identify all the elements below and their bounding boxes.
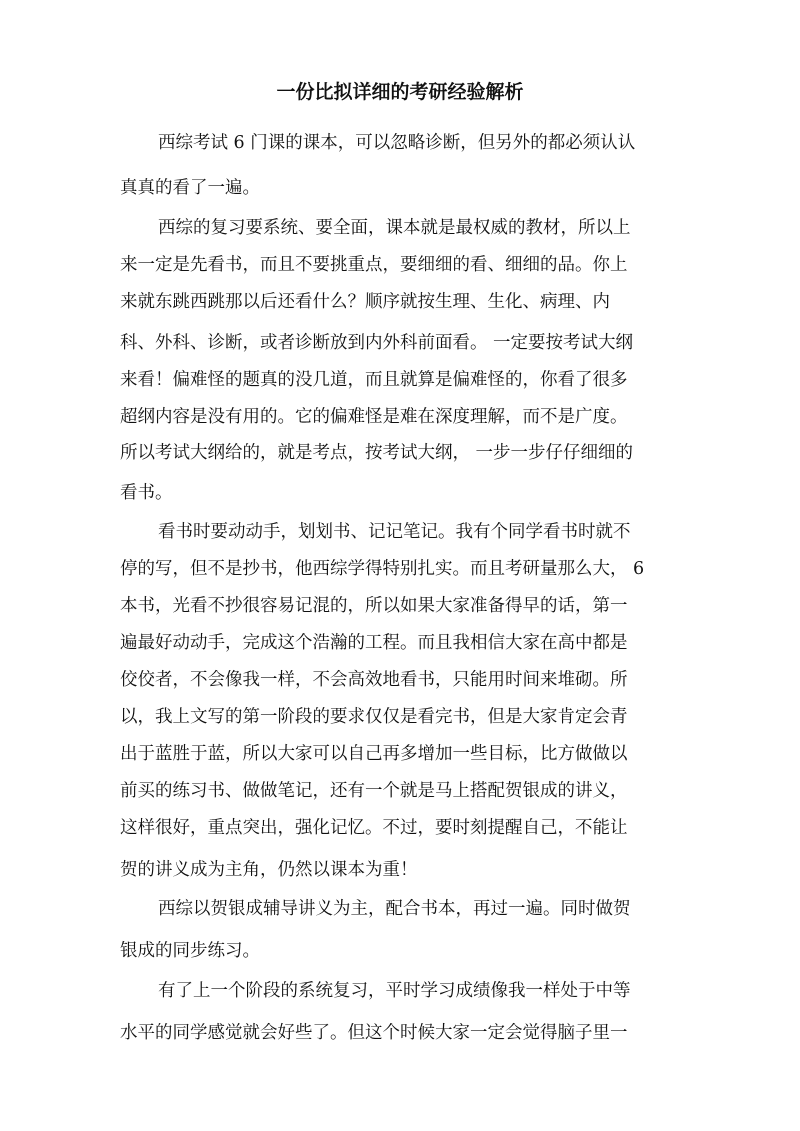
- text-line: 停的写，但不是抄书，他西综学得特别扎实。而且考研量那么大， 6: [120, 559, 645, 579]
- text-line: 科、外科、诊断，或者诊断放到内外科前面看。 一定要按考试大纲: [120, 333, 634, 353]
- text-line: 这样很好，重点突出，强化记忆。不过，要时刻提醒自己，不能让: [120, 818, 628, 838]
- text-line: 西综的复习要系统、要全面，课本就是最权威的教材，所以上: [158, 218, 631, 238]
- text-line: 以，我上文写的第一阶段的要求仅仅是看完书，但是大家肯定会青: [120, 707, 628, 727]
- text-line: 超纲内容是没有用的。它的偏难怪是难在深度理解，而不是广度。: [120, 407, 628, 427]
- text-line: 遍最好动动手，完成这个浩瀚的工程。而且我相信大家在高中都是: [120, 633, 628, 653]
- text-line: 前买的练习书、做做笔记，还有一个就是马上搭配贺银成的讲义，: [120, 781, 628, 801]
- text-line: 佼佼者，不会像我一样，不会高效地看书，只能用时间来堆砌。所: [120, 670, 628, 690]
- text-line: 来一定是先看书，而且不要挑重点，要细细的看、细细的品。你上: [120, 255, 628, 275]
- text-line: 看书。: [120, 483, 173, 503]
- text-line: 贺的讲义成为主角，仍然以课本为重！: [120, 860, 418, 880]
- text-line: 来看！偏难怪的题真的没几道，而且就算是偏难怪的，你看了很多: [120, 370, 628, 390]
- text-line: 来就东跳西跳那以后还看什么？顺序就按生理、生化、病理、内: [120, 292, 610, 312]
- text-line: 看书时要动动手，划划书、记记笔记。我有个同学看书时就不: [158, 522, 631, 542]
- text-line: 西综以贺银成辅导讲义为主，配合书本，再过一遍。同时做贺: [158, 899, 631, 919]
- text-line: 真真的看了一遍。: [120, 178, 260, 198]
- text-line: 有了上一个阶段的系统复习，平时学习成绩像我一样处于中等: [158, 981, 631, 1001]
- text-line: 出于蓝胜于蓝，所以大家可以自己再多增加一些目标，比方做做以: [120, 744, 628, 764]
- text-line: 本书，光看不抄很容易记混的，所以如果大家准备得早的话，第一: [120, 596, 628, 616]
- text-line: 所以考试大纲给的，就是考点，按考试大纲， 一步一步仔仔细细的: [120, 443, 634, 463]
- text-line: 西综考试 6 门课的课本，可以忽略诊断，但另外的都必须认认: [158, 133, 636, 153]
- text-line: 水平的同学感觉就会好些了。但这个时候大家一定会觉得脑子里一: [120, 1023, 628, 1043]
- text-line: 银成的同步练习。: [120, 941, 260, 961]
- document-title: 一份比拟详细的考研经验解析: [276, 81, 524, 103]
